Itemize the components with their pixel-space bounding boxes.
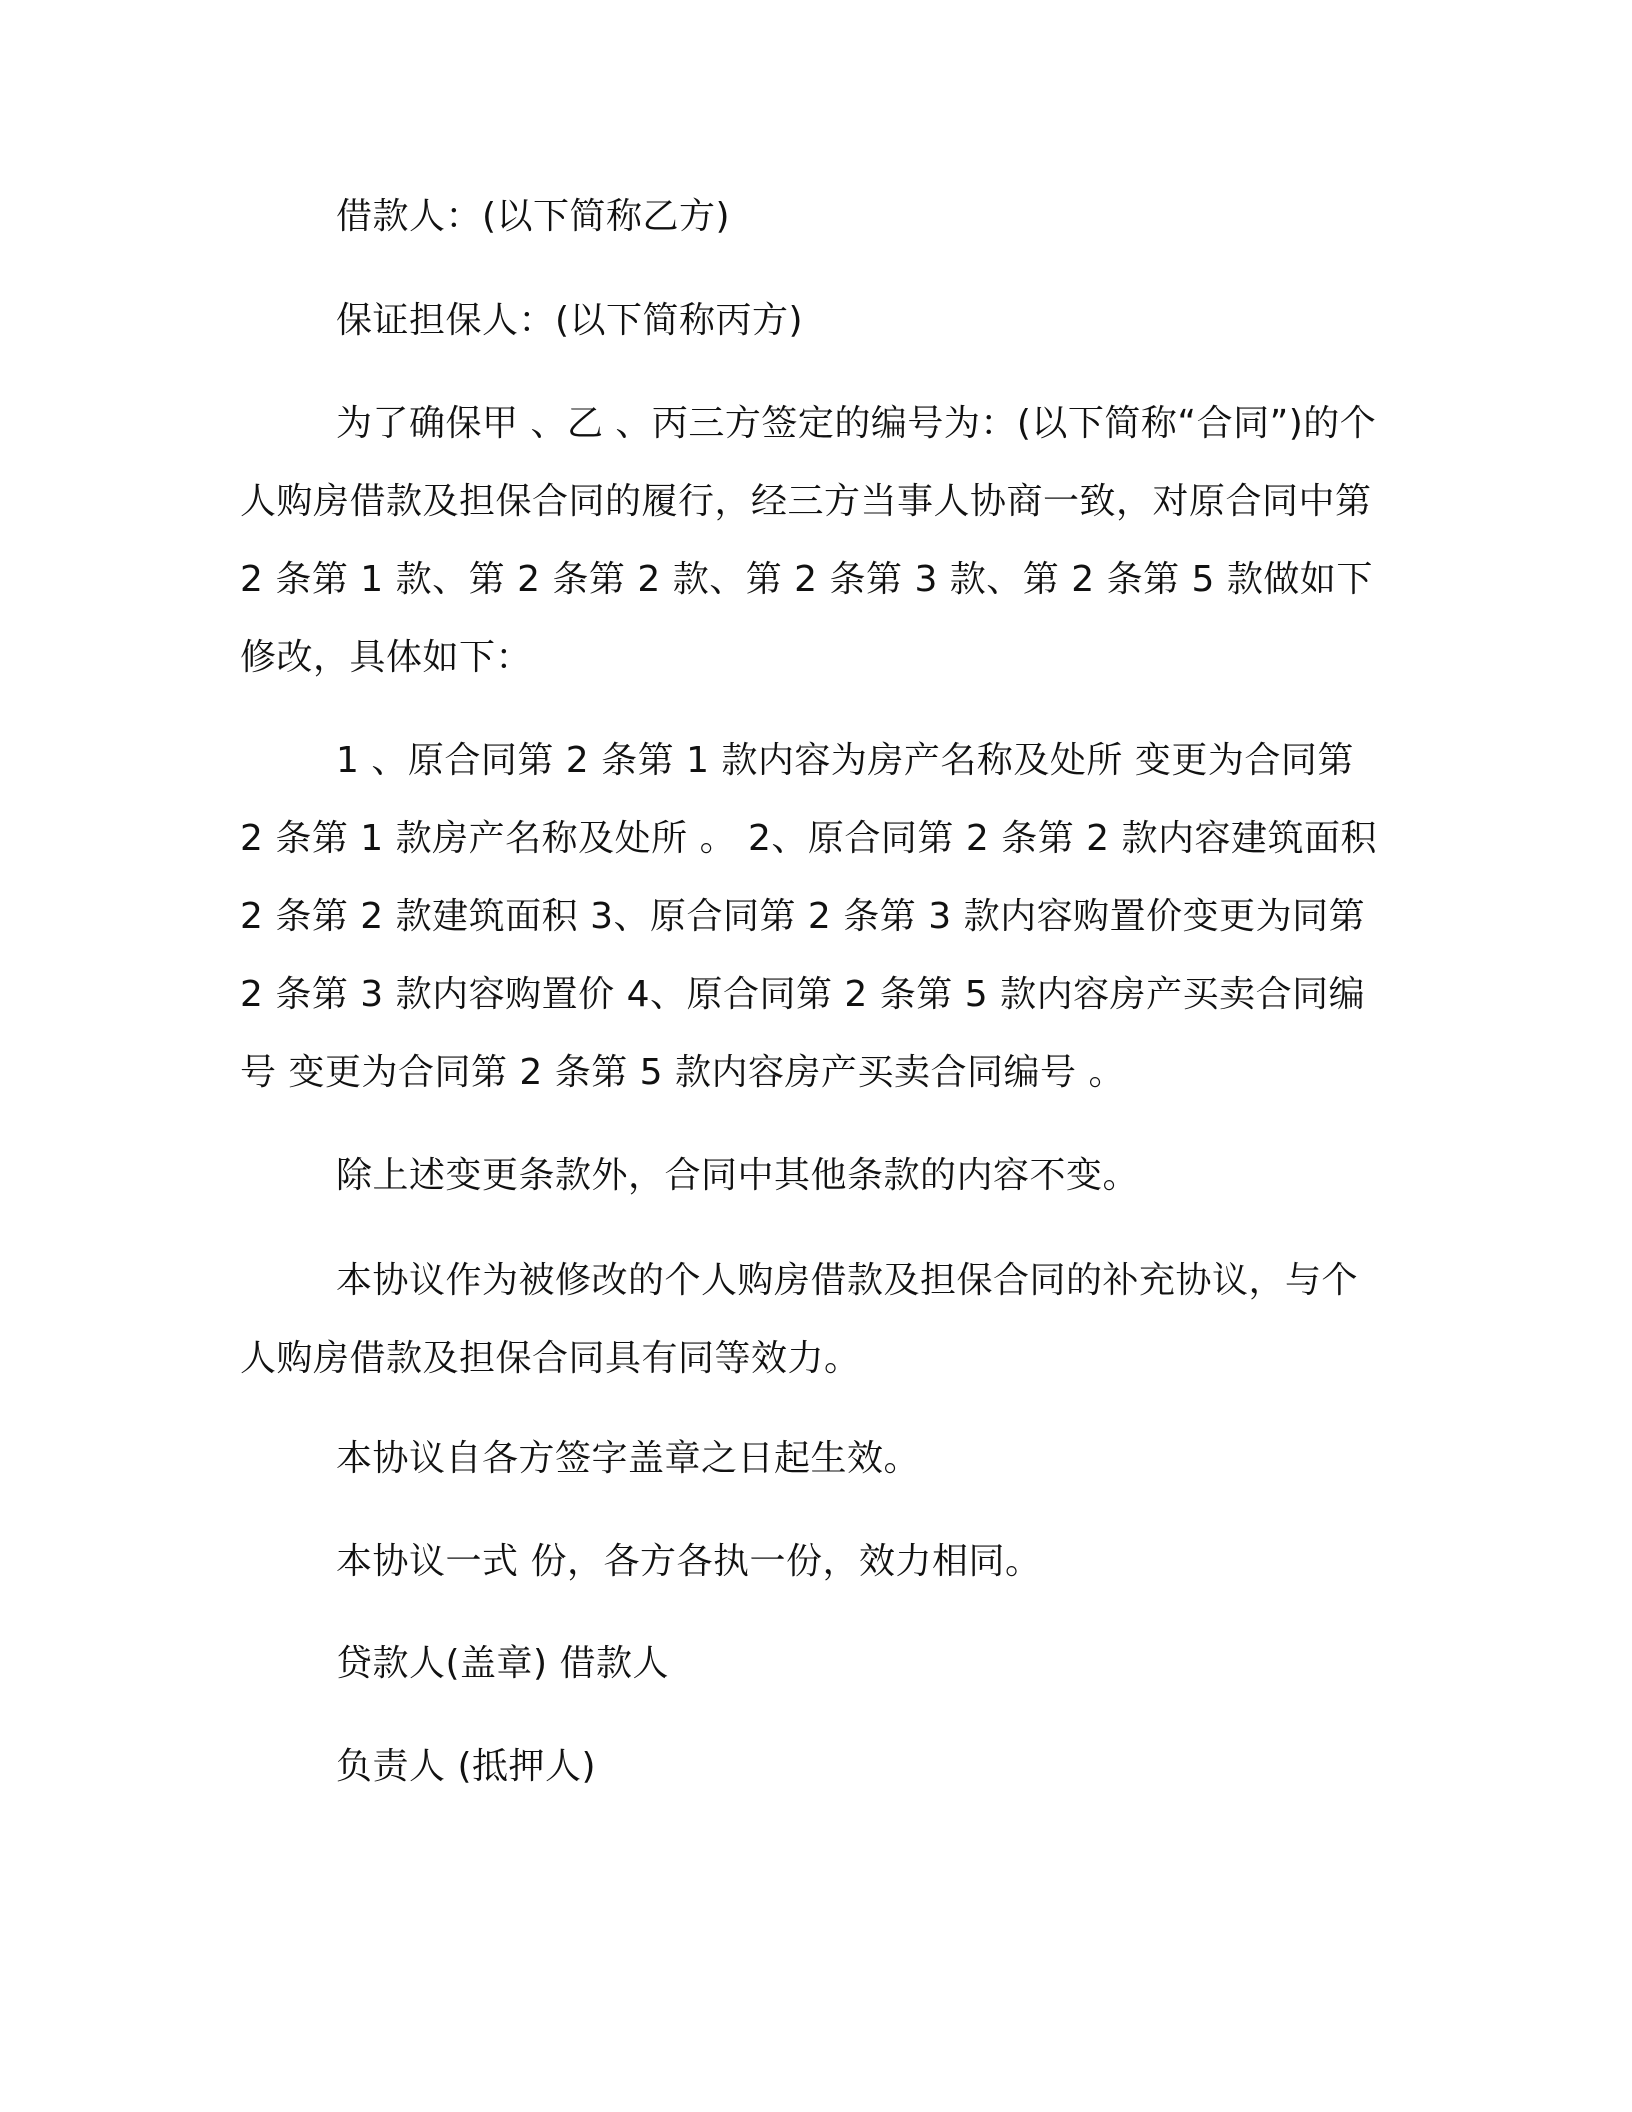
effective-date-line: 本协议自各方签字盖章之日起生效。 — [336, 1438, 921, 1479]
lender-signature-line: 贷款人(盖章) 借款人 — [336, 1643, 670, 1684]
effect-paragraph: 本协议作为被修改的个人购房借款及担保合同的补充协议，与个人购房借款及担保合同具有同等效力。 — [240, 1260, 1359, 1379]
responsible-signature-line: 负责人 (抵押人) — [336, 1746, 597, 1787]
borrower-line: 借款人：(以下简称乙方) — [336, 196, 731, 237]
guarantor-line: 保证担保人：(以下简称丙方) — [336, 300, 804, 341]
copies-line: 本协议一式 份，各方各执一份，效力相同。 — [336, 1541, 1042, 1582]
unchanged-paragraph: 除上述变更条款外，合同中其他条款的内容不变。 — [336, 1155, 1140, 1196]
intro-paragraph: 为了确保甲 、乙 、丙三方签定的编号为：(以下简称“合同”)的个人购房借款及担保合同的履行，经三方当事人协商一致，对原合同中第 2 条第 1 款、第 2 条第 2 款、第 2 条第 3 款、第 2 条第 5 款做如下修改，具体如下： — [240, 403, 1377, 678]
changes-paragraph: 1 、原合同第 2 条第 1 款内容为房产名称及处所 变更为合同第 2 条第 1 款房产名称及处所 。 2、原合同第 2 条第 2 款内容建筑面积 2 条第 2 款建筑面积 3、原合同第 2 条第 3 款内容购置价变更为同第 2 条第 3 款内容购置价 4、原合同第 2 条第 5 款内容房产买卖合同编号 变更为合同第 2 条第 5 款内容房产买卖合同编号 。 — [240, 740, 1378, 1093]
